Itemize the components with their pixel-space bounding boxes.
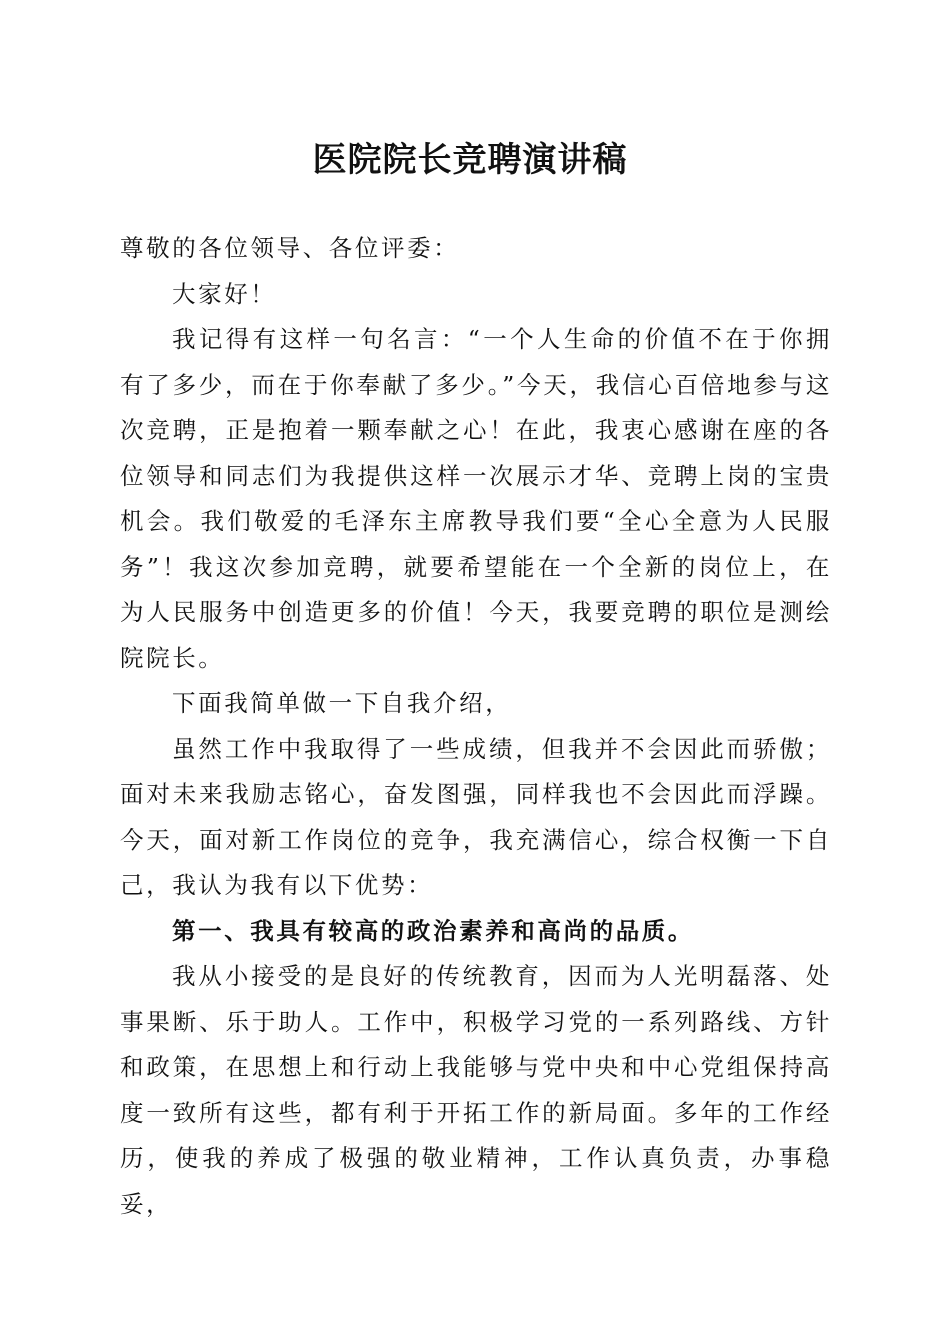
- paragraph-first-advantage: 我从小接受的是良好的传统教育，因而为人光明磊落、处事果断、乐于助人。工作中，积极学习党的一系列路线、方针和政策，在思想上和行动上我能够与党中央和中心党组保持高度一致所有这些，都有利于开拓工作的新局面。多年的工作经历，使我的养成了极强的敬业精神，工作认真负责，办事稳妥，: [120, 962, 832, 1218]
- document-title: 医院院长竞聘演讲稿: [312, 140, 628, 180]
- greeting: 大家好！: [172, 279, 277, 308]
- paragraph-self-intro: 下面我简单做一下自我介绍，: [172, 689, 512, 717]
- document-body: [120, 226, 832, 1227]
- section-heading-first-advantage: 第一、我具有较高的政治素养和高尚的品质。: [172, 916, 694, 945]
- salutation: 尊敬的各位领导、各位评委：: [120, 234, 460, 262]
- paragraph-opening: 我记得有这样一句名言：“一个人生命的价值不在于你拥有了多少，而在于你奉献了多少。”今天，我信心百倍地参与这次竞聘，正是抱着一颗奉献之心！在此，我衷心感谢在座的各位领导和同志们为我提供这样一次展示才华、竞聘上岗的宝贵机会。我们敬爱的毛泽东主席教导我们要“全心全意为人民服务”！我这次参加竞聘，就要希望能在一个全新的岗位上，在为人民服务中创造更多的价值！今天，我要竞聘的职位是测绘院院长。: [120, 325, 832, 672]
- paragraph-confidence: 虽然工作中我取得了一些成绩，但我并不会因此而骄傲；面对未来我励志铭心，奋发图强，同样我也不会因此而浮躁。今天，面对新工作岗位的竞争，我充满信心，综合权衡一下自己，我认为我有以下优势：: [120, 734, 832, 899]
